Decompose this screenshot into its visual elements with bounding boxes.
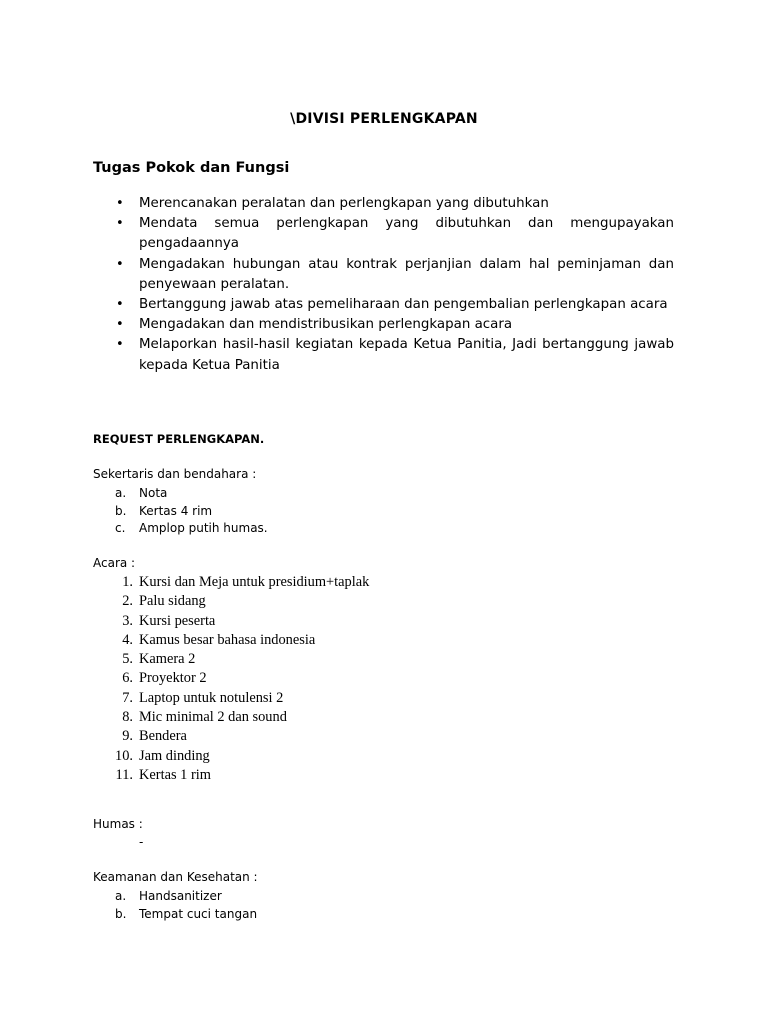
sekertaris-list: [93, 485, 268, 538]
list-marker: b.: [115, 503, 127, 518]
list-marker: 2.: [122, 593, 133, 610]
list-marker: 7.: [122, 689, 133, 706]
list-item: [93, 727, 369, 746]
list-item-text: Laptop untuk notulensi 2: [139, 689, 284, 706]
list-item-text: Jam dinding: [139, 747, 210, 764]
tugas-heading: Tugas Pokok dan Fungsi: [93, 160, 290, 176]
list-marker: 5.: [122, 651, 133, 668]
list-item-text: Kertas 4 rim: [139, 503, 213, 518]
list-marker: 3.: [122, 612, 133, 629]
list-item-text: Kamus besar bahasa indonesia: [139, 631, 316, 648]
bullet-marker: •: [116, 196, 124, 211]
list-item-text: Nota: [139, 486, 168, 500]
list-item: [93, 631, 369, 650]
list-item: [93, 766, 369, 785]
list-item-text: Kursi peserta: [139, 612, 216, 629]
list-item: [93, 520, 268, 538]
list-item-text: Bendera: [139, 728, 187, 745]
keamanan-list: [93, 888, 257, 923]
acara-list: [93, 573, 369, 785]
bullet-marker: •: [116, 297, 124, 313]
humas-label: Humas :: [93, 817, 143, 831]
tugas-list: [93, 194, 674, 376]
acara-label: Acara :: [93, 556, 136, 570]
request-heading: REQUEST PERLENGKAPAN.: [93, 432, 265, 446]
list-item-text: Handsanitizer: [139, 889, 222, 903]
list-marker: 10.: [115, 747, 133, 764]
list-item: [93, 708, 369, 727]
bullet-marker: •: [116, 317, 124, 333]
humas-dash: -: [139, 835, 144, 849]
list-marker: a.: [115, 889, 127, 903]
list-item-text: Mendata semua perlengkapan yang dibutuhkan dan mengupayakan pengadaannya: [139, 216, 674, 252]
list-item-text: Mengadakan dan mendistribusikan perlengkapan acara: [139, 317, 513, 333]
list-item: [93, 612, 369, 631]
list-item-text: Melaporkan hasil-hasil kegiatan kepada Ketua Panitia, Jadi bertanggung jawab kepada Ketua Panitia: [139, 337, 674, 373]
list-item: [93, 295, 674, 315]
list-marker: 11.: [115, 766, 133, 783]
sekertaris-label: Sekertaris dan bendahara :: [93, 467, 257, 481]
list-item-text: Mic minimal 2 dan sound: [139, 709, 287, 726]
keamanan-label: Keamanan dan Kesehatan :: [93, 870, 258, 884]
list-item: [93, 906, 257, 924]
list-item-text: Palu sidang: [139, 593, 206, 610]
list-item: [93, 315, 674, 335]
list-item-text: Mengadakan hubungan atau kontrak perjanjian dalam hal peminjaman dan penyewaan peralatan.: [139, 256, 674, 292]
list-item: [93, 888, 257, 906]
list-marker: c.: [115, 521, 126, 536]
list-item: [93, 335, 674, 375]
list-marker: b.: [115, 906, 127, 921]
list-item: [93, 194, 674, 214]
list-item: [93, 592, 369, 611]
bullet-marker: •: [116, 216, 124, 232]
list-item: [93, 214, 674, 254]
list-marker: 6.: [122, 670, 133, 687]
list-item: [93, 747, 369, 766]
list-item-text: Proyektor 2: [139, 670, 207, 687]
list-marker: a.: [115, 486, 127, 500]
list-marker: 1.: [122, 574, 133, 590]
list-item-text: Kursi dan Meja untuk presidium+taplak: [139, 574, 370, 590]
list-item-text: Merencanakan peralatan dan perlengkapan yang dibutuhkan: [139, 196, 549, 211]
list-item-text: Bertanggung jawab atas pemeliharaan dan pengembalian perlengkapan acara: [139, 297, 668, 313]
list-item-text: Kamera 2: [139, 651, 196, 668]
list-item-text: Amplop putih humas.: [139, 521, 268, 536]
list-item: [93, 255, 674, 295]
list-item: [93, 650, 369, 669]
list-item: [93, 689, 369, 708]
list-item-text: Tempat cuci tangan: [139, 906, 258, 921]
list-marker: 4.: [122, 631, 133, 648]
page-title: \DIVISI PERLENGKAPAN: [290, 111, 478, 127]
bullet-marker: •: [116, 256, 124, 272]
list-item: [93, 503, 268, 521]
list-marker: 8.: [122, 709, 133, 726]
list-marker: 9.: [122, 728, 133, 745]
list-item: [93, 573, 369, 592]
list-item: [93, 485, 268, 503]
list-item-text: Kertas 1 rim: [139, 766, 211, 783]
list-item: [93, 669, 369, 688]
bullet-marker: •: [116, 337, 124, 353]
